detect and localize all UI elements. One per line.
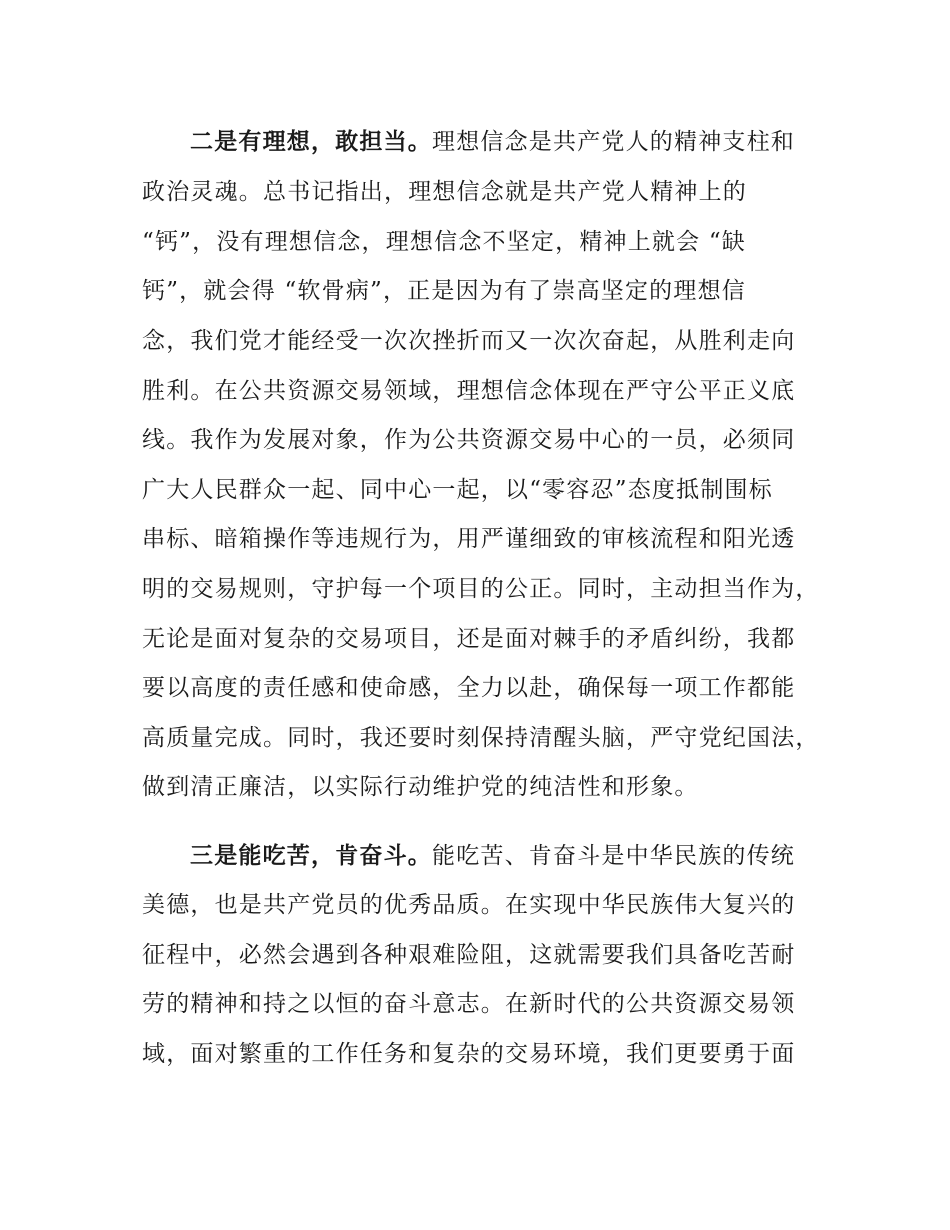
paragraph-line: 域，面对繁重的工作任务和复杂的交易环境，我们更要勇于面 xyxy=(142,1041,796,1067)
paragraph-line: 高质量完成。同时，我还要时刻保持清醒头脑，严守党纪国法， xyxy=(142,725,820,751)
paragraph-line: 念，我们党才能经受一次次挫折而又一次次奋起，从胜利走向 xyxy=(142,328,796,354)
paragraph-line: 线。我作为发展对象，作为公共资源交易中心的一员，必须同 xyxy=(142,427,796,453)
paragraph-line: 做到清正廉洁，以实际行动维护党的纯洁性和形象。 xyxy=(142,774,699,800)
paragraph-line: 明的交易规则，守护每一个项目的公正。同时，主动担当作为， xyxy=(142,576,820,602)
paragraph-line: 劳的精神和持之以恒的奋斗意志。在新时代的公共资源交易领 xyxy=(142,991,796,1017)
paragraph-line: 美德，也是共产党员的优秀品质。在实现中华民族伟大复兴的 xyxy=(142,892,796,918)
paragraph-line: 串标、暗箱操作等违规行为，用严谨细致的审核流程和阳光透 xyxy=(142,526,796,552)
paragraph-text: 能吃苦、肯奋斗是中华民族的传统 xyxy=(432,843,795,869)
paragraph-line: 征程中，必然会遇到各种艰难险阻，这就需要我们具备吃苦耐 xyxy=(142,942,796,968)
paragraph-line: 胜利。在公共资源交易领域，理想信念体现在严守公平正义底 xyxy=(142,378,796,404)
section-lead-heading: 二是有理想，敢担当。 xyxy=(190,129,432,155)
paragraph-line: 无论是面对复杂的交易项目，还是面对棘手的矛盾纠纷，我都 xyxy=(142,626,796,652)
paragraph-text: 理想信念是共产党人的精神支柱和 xyxy=(432,129,795,155)
section-lead-heading: 三是能吃苦，肯奋斗。 xyxy=(190,843,432,869)
paragraph-line: 政治灵魂。总书记指出，理想信念就是共产党人精神上的 xyxy=(142,179,747,205)
paragraph-line: 广大人民群众一起、同中心一起，以“零容忍”态度抵制围标 xyxy=(142,477,773,503)
paragraph-line: 钙”，就会得 “软骨病”，正是因为有了崇高坚定的理想信 xyxy=(142,278,746,304)
paragraph-line xyxy=(190,838,870,874)
paragraph-line: 要以高度的责任感和使命感，全力以赴，确保每一项工作都能 xyxy=(142,675,796,701)
paragraph-line xyxy=(190,124,870,160)
paragraph-line: “钙”，没有理想信念，理想信念不坚定，精神上就会 “缺 xyxy=(142,229,746,255)
